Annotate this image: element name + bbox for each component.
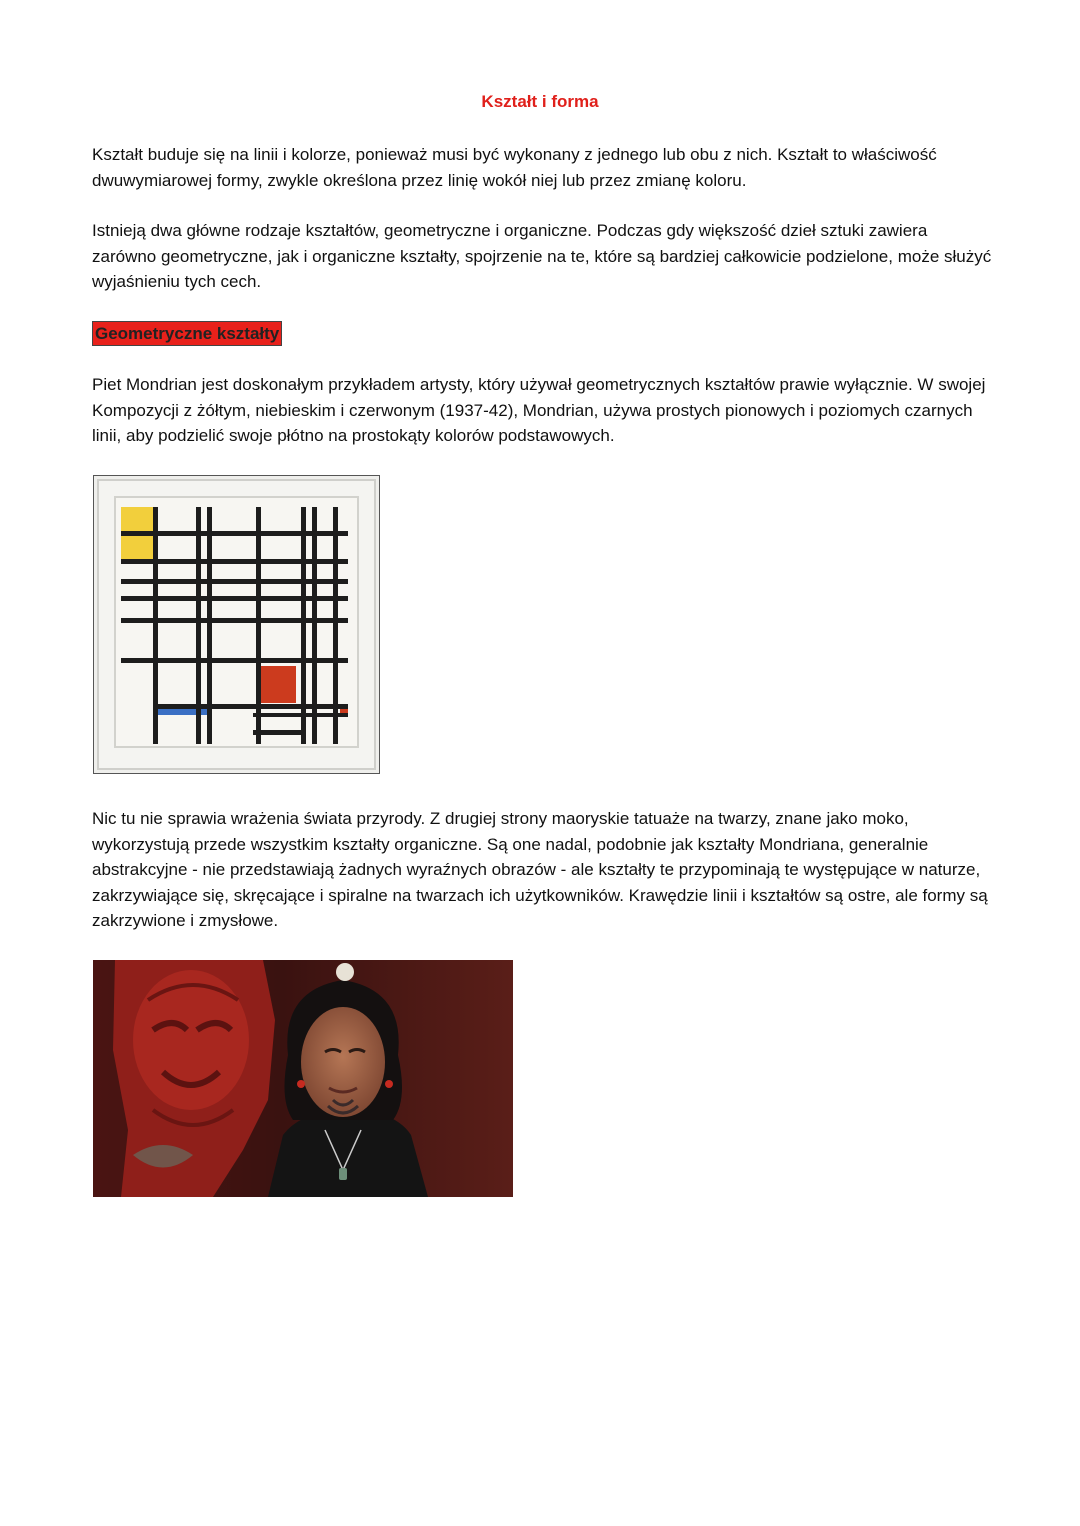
section-heading-geometric: Geometryczne kształty <box>92 321 282 346</box>
page-title: Kształt i forma <box>481 92 599 111</box>
mondrian-painting-image <box>93 475 380 774</box>
maori-paragraph: Nic tu nie sprawia wrażenia świata przyrody. Z drugiej strony maoryskie tatuaże na twarzy, znane jako moko, wykorzystują przede wszystkim kształty organiczne. Są one nadal, podobnie jak kształty Mondriana, generalnie abstrakcyjne - nie przedstawiają żadnych wyraźnych obrazów - ale kształty te przypominają te występujące w naturze, zakrzywiające się, skręcające i spiralne na twarzach ich użytkowników. Krawędzie linii i kształtów są ostre, ale formy są zakrzywione i zmysłowe. <box>92 809 988 930</box>
intro-paragraph: Kształt buduje się na linii i kolorze, ponieważ musi być wykonany z jednego lub obu z nich. Kształt to właściwość dwuwymiarowej formy, zwykle określona przez linię wokół niej lub przez zmianę koloru. <box>92 145 937 190</box>
maori-moko-photo <box>93 960 513 1197</box>
mondrian-paragraph: Piet Mondrian jest doskonałym przykładem artysty, który używał geometrycznych kształtów prawie wyłącznie. W swojej Kompozycji z żółtym, niebieskim i czerwonym (1937-42), Mondrian, używa prostych pionowych i poziomych czarnych linii, aby podzielić swoje płótno na prostokąty kolorów podstawowych. <box>92 375 986 445</box>
types-paragraph: Istnieją dwa główne rodzaje kształtów, geometryczne i organiczne. Podczas gdy większość dzieł sztuki zawiera zarówno geometryczne, jak i organiczne kształty, spojrzenie na te, które są bardziej całkowicie podzielone, może służyć wyjaśnieniu tych cech. <box>92 221 992 291</box>
